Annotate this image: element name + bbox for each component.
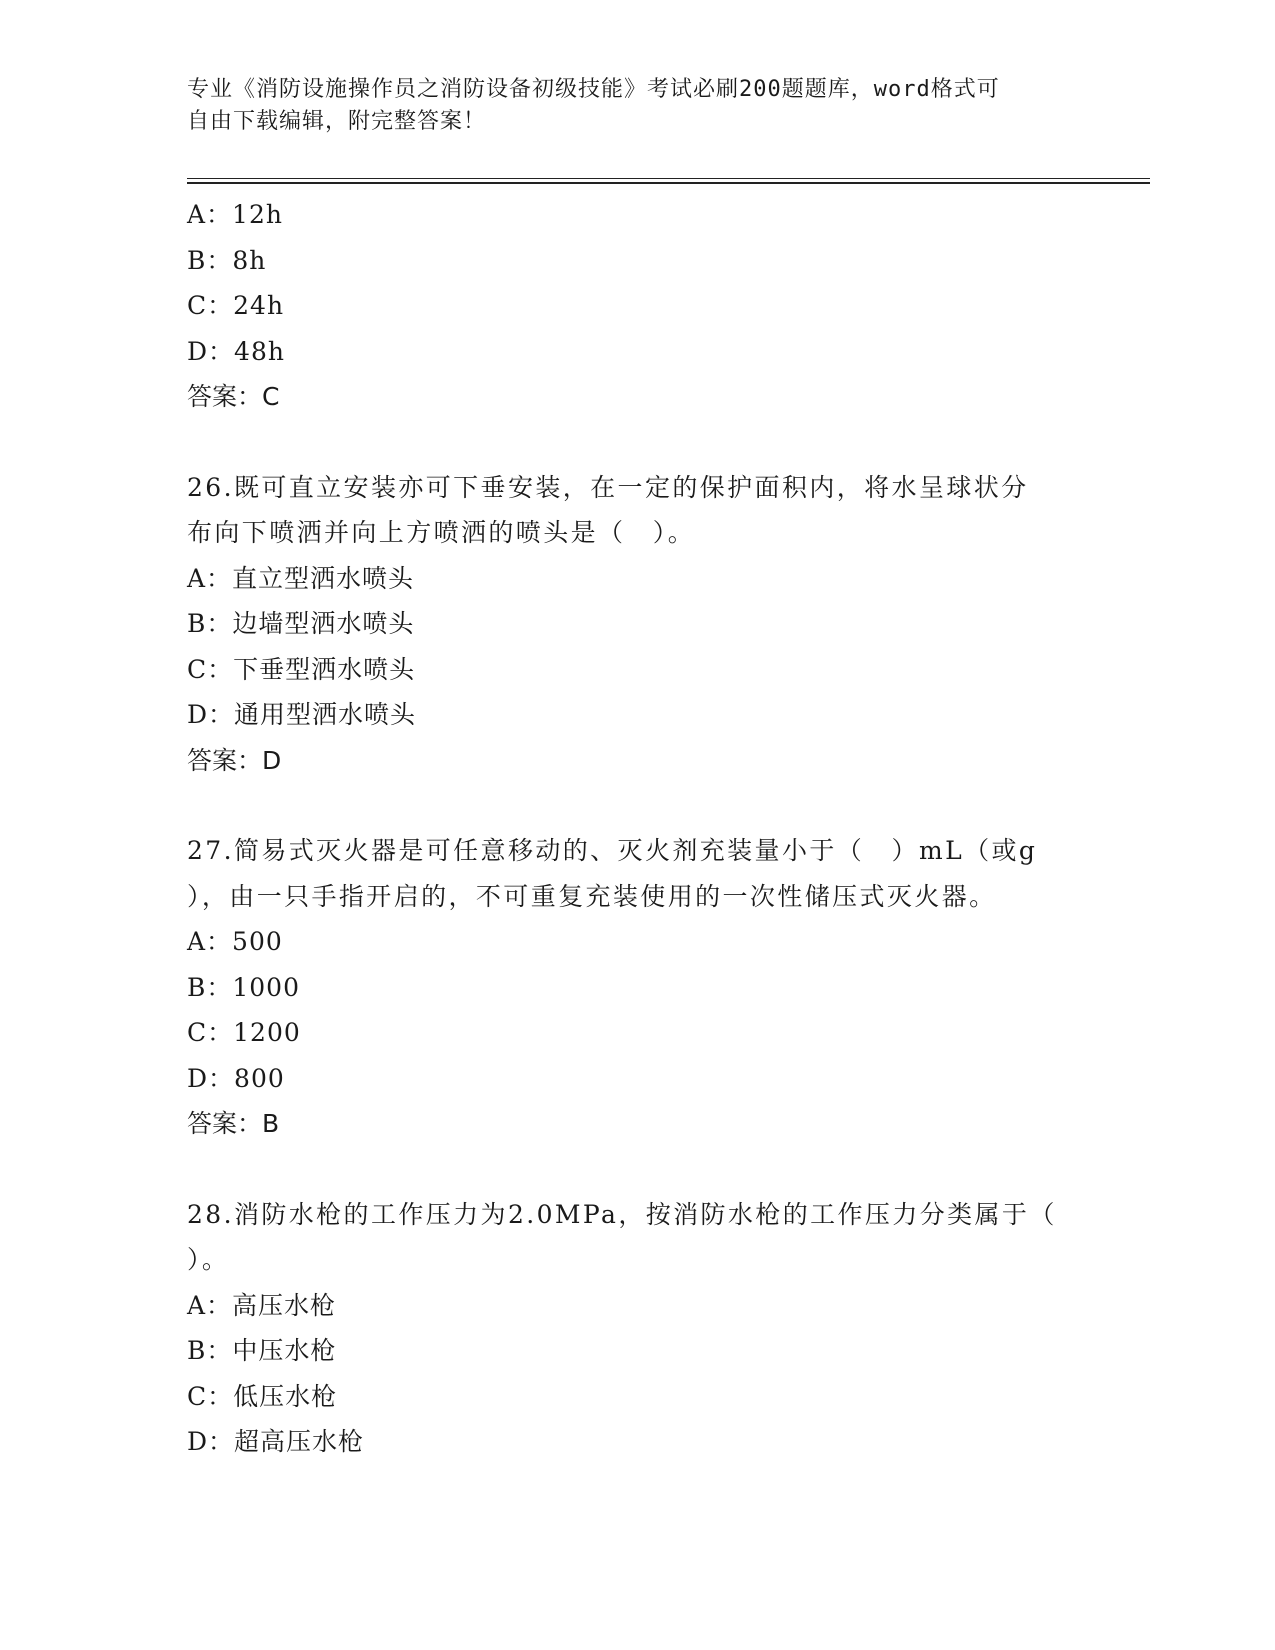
option-d: D：48h: [187, 336, 285, 366]
header-line-2: 自由下载编辑，附完整答案！: [187, 109, 487, 134]
question-text-line: 28.消防水枪的工作压力为2.0MPa，按消防水枪的工作压力分类属于（: [187, 1199, 1057, 1229]
answer: 答案：D: [187, 745, 282, 775]
option-c: C：下垂型洒水喷头: [187, 654, 416, 684]
question-text-line: ），由一只手指开启的，不可重复充装使用的一次性储压式灭火器。: [187, 881, 997, 911]
question-text: [187, 828, 1087, 919]
header-line-1: 专业《消防设施操作员之消防设备初级技能》考试必刷200题题库，word格式可: [187, 77, 1000, 102]
option-a: A：500: [187, 927, 283, 956]
option-a: A：高压水枪: [187, 1290, 337, 1320]
answer: 答案：B: [187, 1109, 280, 1138]
question-list: [187, 192, 1087, 1465]
question-text-line: 布向下喷洒并向上方喷洒的喷头是（ ）。: [187, 518, 696, 547]
header-divider-top: [187, 178, 1150, 179]
answer: 答案：C: [187, 382, 280, 411]
option-a: A：12h: [187, 200, 283, 229]
option-d: D：超高压水枪: [187, 1427, 365, 1456]
question-text-line: 26.既可直立安装亦可下垂安装，在一定的保护面积内，将水呈球状分: [187, 472, 1029, 502]
question-text: [187, 465, 1087, 556]
option-c: C：低压水枪: [187, 1381, 338, 1411]
question-26: [187, 465, 1087, 784]
option-d: D：800: [187, 1063, 285, 1093]
question-text: [187, 1192, 1087, 1283]
document-header: [187, 74, 1067, 138]
option-b: B：边墙型洒水喷头: [187, 609, 415, 638]
option-c: C：24h: [187, 291, 285, 320]
question-27: [187, 828, 1087, 1147]
question-text-line: ）。: [187, 1245, 230, 1274]
question-25: [187, 192, 1087, 420]
option-d: D：通用型洒水喷头: [187, 700, 417, 729]
option-b: B：中压水枪: [187, 1336, 337, 1365]
question-28: [187, 1192, 1087, 1465]
option-b: B：1000: [187, 972, 300, 1002]
header-divider-bottom: [187, 182, 1150, 184]
option-a: A：直立型洒水喷头: [187, 563, 415, 593]
question-text-line: 27.简易式灭火器是可任意移动的、灭火剂充装量小于（ ）mL（或g: [187, 836, 1038, 865]
option-c: C：1200: [187, 1018, 301, 1047]
option-b: B：8h: [187, 245, 267, 275]
